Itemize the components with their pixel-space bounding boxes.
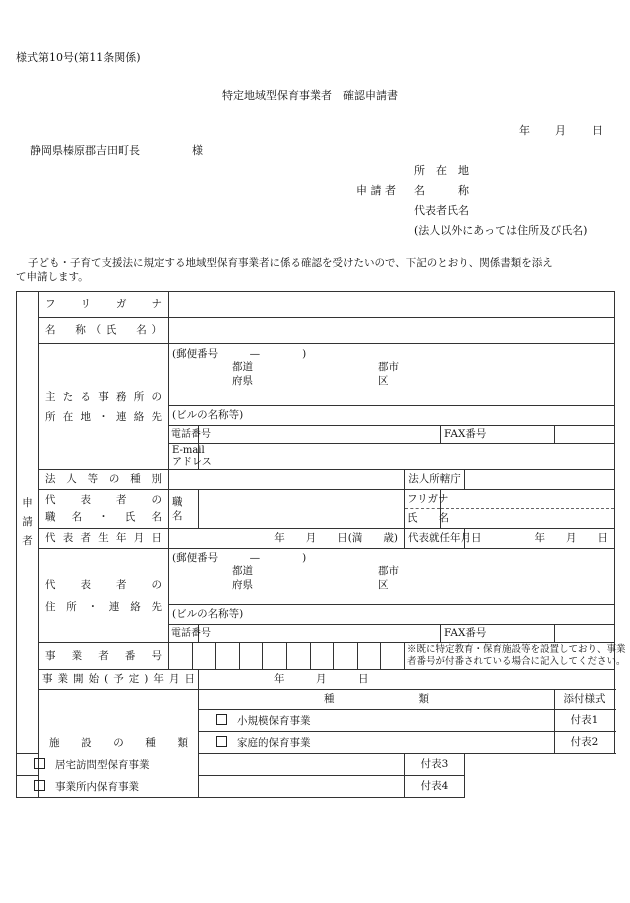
office-email-label: E-mail アドレス [169,444,199,470]
operator-number-label: 事業者番号 [39,643,169,670]
intro-text-line1: 子ども・子育て支援法に規定する地域型保育事業者に係る確認を受けたいので、下記のとおり、関係書類を添え [28,257,553,269]
office-gunshi: 郡市 [378,361,399,373]
digit-box[interactable] [334,643,358,669]
digit-box[interactable] [169,643,193,669]
applicant-note: (法人以外にあっては住所及び氏名) [414,224,588,237]
digit-box[interactable] [193,643,217,669]
digit-box[interactable] [263,643,287,669]
rep-birth-label: 代表者生年月日 [39,529,169,549]
office-phone-label: 電話番号 [169,426,199,444]
rep-postal: (郵便番号 — ) [172,552,307,564]
start-date-field[interactable]: 年 月 日 [199,670,615,690]
form-number: 様式第10号(第11条関係) [16,51,141,64]
rep-title-label: 代 表 者 の 職名・氏名 [39,490,169,529]
corp-type-field[interactable] [169,470,405,490]
checkbox-icon[interactable] [216,714,227,725]
date-day: 日 [592,124,603,137]
rep-phone-label: 電話番号 [169,625,199,643]
office-fax-label: FAX番号 [441,426,555,444]
applicant-representative-label: 代表者氏名 [414,204,469,217]
name-label: 名 称（氏 名） [39,318,169,344]
office-address-field[interactable] [169,344,615,406]
rep-address-label: 代 表 者 の 住所・連絡先 [39,549,169,643]
facility-kind-header: 種 類 [199,690,555,710]
facility-attach-3: 付表3 [405,754,465,776]
rep-inauguration-label: 代表就任年月日 [405,529,465,549]
operator-number-note: ※既に特定教育・保育施設等を設置しており、事業 者番号が付番されている場合に記入してください。 [405,643,615,670]
rep-todofu: 都道 [232,565,253,577]
applicant-address-label: 所 在 地 [414,164,469,177]
facility-option-small[interactable]: 小規模保育事業 [199,710,555,732]
rep-shoku-label: 職 名 [169,490,199,529]
rep-fax-label: FAX番号 [441,625,555,643]
rep-address-field[interactable] [169,549,615,605]
office-todofu: 都道 [232,361,253,373]
start-date-label: 事業開始(予定)年月日 [39,670,199,690]
office-building-field[interactable]: (ビルの名称等) [169,406,615,426]
office-email-field[interactable] [199,444,615,470]
facility-attach-2: 付表2 [555,732,615,754]
applicant-name-label: 名 称 [414,184,469,197]
corp-office-field[interactable] [465,470,615,490]
facility-attach-header: 添付様式 [555,690,615,710]
facility-type-label: 施 設 の 種 類 [39,690,199,798]
corp-office-label: 法人所轄庁 [405,470,465,490]
furigana-label: フ リ ガ ナ [39,292,169,318]
applicant-side-label: 申 請 者 [17,292,39,754]
office-ku: 区 [378,375,389,387]
facility-option-visit[interactable]: 居宅訪問型保育事業 [17,754,405,776]
application-table [16,291,626,798]
addressee-name: 静岡県榛原郡吉田町長 [30,144,140,157]
digit-box[interactable] [240,643,264,669]
form-title: 特定地域型保育事業者 確認申請書 [222,89,398,102]
rep-fax-field[interactable] [555,625,615,643]
rep-name-field[interactable] [441,490,615,529]
checkbox-icon[interactable] [34,758,45,769]
checkbox-icon[interactable] [34,780,45,791]
date-year: 年 [519,124,530,137]
office-fuken: 府県 [232,375,253,387]
rep-phone-field[interactable] [199,625,441,643]
rep-gunshi: 郡市 [378,565,399,577]
facility-option-home[interactable]: 家庭的保育事業 [199,732,555,754]
rep-inauguration-field[interactable]: 年 月 日 [465,529,615,549]
rep-title-field[interactable] [199,490,405,529]
checkbox-icon[interactable] [216,736,227,747]
operator-number-boxes[interactable] [169,643,405,670]
facility-attach-1: 付表1 [555,710,615,732]
digit-box[interactable] [358,643,382,669]
addressee-honorific: 様 [192,144,203,157]
office-postal: (郵便番号 — ) [172,348,307,360]
applicant-label: 申 請 者 [356,184,396,197]
name-field[interactable] [169,318,615,344]
rep-building-field[interactable]: (ビルの名称等) [169,605,615,625]
rep-fuken: 府県 [232,579,253,591]
facility-attach-4: 付表4 [405,776,465,798]
corp-type-label: 法人等の種別 [39,470,169,490]
rep-ku: 区 [378,579,389,591]
digit-box[interactable] [287,643,311,669]
digit-box[interactable] [311,643,335,669]
rep-furigana-shimei-label: フリガナ 氏 名 [405,490,441,529]
rep-birth-field[interactable]: 年 月 日(満 歳) [169,529,405,549]
intro-text-line2: て申請します。 [16,271,89,283]
date-month: 月 [555,124,566,137]
facility-option-workplace[interactable]: 事業所内保育事業 [17,776,405,798]
digit-box[interactable] [381,643,404,669]
office-label: 主たる事務所の 所在地・連絡先 [39,344,169,470]
furigana-field[interactable] [169,292,615,318]
office-phone-field[interactable] [199,426,441,444]
digit-box[interactable] [216,643,240,669]
office-fax-field[interactable] [555,426,615,444]
